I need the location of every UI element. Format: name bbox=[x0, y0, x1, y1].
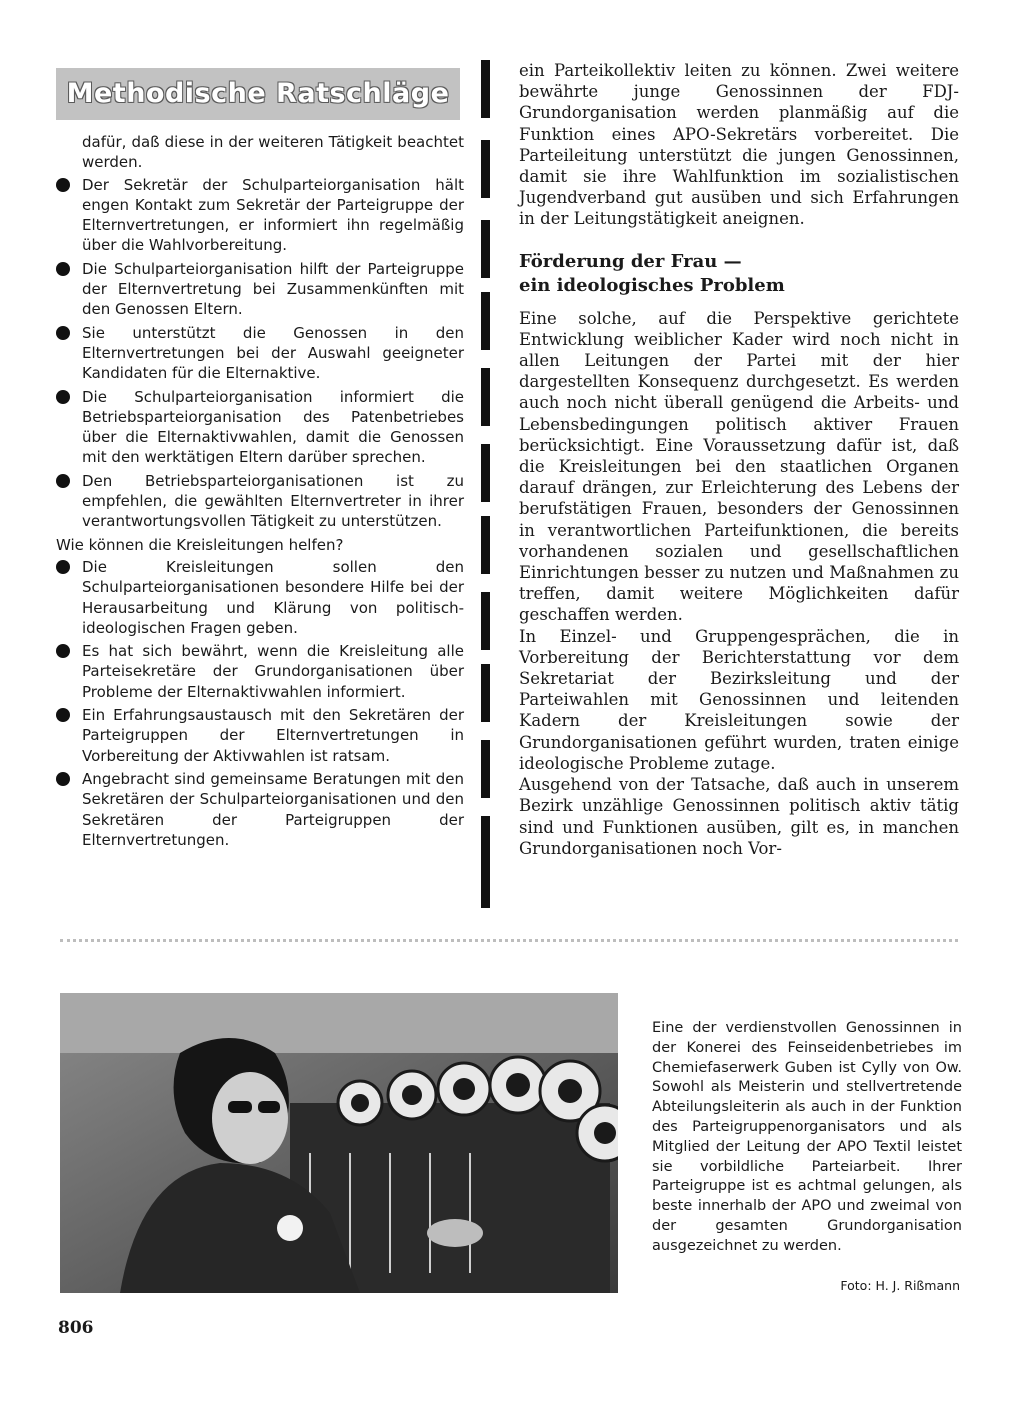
list-item: Angebracht sind gemeinsame Beratungen mit den Sekretären der Schulparteiorganisationen und den Sekretären der Parteigruppen der Elternvertretungen. bbox=[56, 769, 464, 850]
list-item: Ein Erfahrungsaustausch mit den Sekretären der Parteigruppen der Elternvertretungen in Vorbereitung der Aktivwahlen ist ratsam. bbox=[56, 705, 464, 766]
photo-caption: Eine der verdienstvollen Genossinnen in der Konerei des Feinseidenbetriebes im Chemiefaserwerk Guben ist Cylly von Ow. Sowohl als Meisterin und stellvertretende Abteilungsleiterin als auch in der Funktion des Parteigruppenorganisators und als Mitglied der Leitung der APO Textil leistet sie vorbildliche Parteiarbeit. Ihrer Parteigruppe ist es achtmal gelungen, als beste innerhalb der APO und zweimal von der gesamten Grundorganisation ausgezeichnet zu werden. bbox=[652, 1020, 962, 1254]
left-column bbox=[56, 68, 464, 853]
bullet-dot-icon bbox=[56, 262, 70, 276]
bullet-dot-icon bbox=[56, 326, 70, 340]
paragraph: In Einzel- und Gruppengesprächen, die in Vorbereitung der Berichterstattung vor dem Sekretariat der Bezirksleitung und der Parteiwahlen mit Genossinnen und leitenden Kadern der Kreisleitungen sowie der Grundorganisationen geführt wurden, traten einige ideologische Probleme zutage. bbox=[519, 626, 959, 773]
photo bbox=[60, 993, 618, 1293]
bullet-dot-icon bbox=[56, 644, 70, 658]
list-item: Sie unterstützt die Genossen in den Elternvertretungen bei der Auswahl geeigneter Kandidaten für die Elternaktive. bbox=[56, 323, 464, 384]
bullet-dot-icon bbox=[56, 390, 70, 404]
bullet-dot-icon bbox=[56, 772, 70, 786]
question-text: Wie können die Kreisleitungen helfen? bbox=[56, 535, 344, 554]
list-item: Die Schulparteiorganisation informiert die Betriebsparteiorganisation des Patenbetriebes über die Elternaktivwahlen, damit die Genossen mit den werktätigen Eltern darüber sprechen. bbox=[56, 387, 464, 468]
bullet-dot-icon bbox=[56, 560, 70, 574]
list-item: Den Betriebsparteiorganisationen ist zu empfehlen, die gewählten Elternvertreter in ihrer verantwortungsvollen Tätigkeit zu unterstützen. bbox=[56, 471, 464, 532]
factory-worker-photo bbox=[60, 993, 618, 1293]
page-number: 806 bbox=[58, 1318, 94, 1338]
list-item: Die Kreisleitungen sollen den Schulparteiorganisationen besondere Hilfe bei der Herausarbeitung und Klärung von politisch-ideologischen Fragen geben. bbox=[56, 557, 464, 638]
paragraph: Ausgehend von der Tatsache, daß auch in unserem Bezirk unzählige Genossinnen politisch aktiv tätig sind und Funktionen ausüben, gilt es, in manchen Grundorganisationen noch Vor- bbox=[519, 775, 959, 858]
separator-line bbox=[60, 939, 958, 942]
paragraph: ein Parteikollektiv leiten zu können. Zwei weitere bewährte junge Genossinnen der FDJ-Grundorganisation werden planmäßig auf die Funktion eines APO-Sekretärs vorbereitet. Die Parteileitung unterstützt die jungen Genossinnen, damit sie ihre Wahlfunktion im sozialistischen Jugendverband gut ausüben und sich Erfahrungen in der Leitungstätigkeit aneignen. bbox=[519, 61, 959, 229]
intro-text: dafür, daß diese in der weiteren Tätigkeit beachtet werden. bbox=[82, 133, 464, 172]
bullet-dot-icon bbox=[56, 474, 70, 488]
section-banner bbox=[56, 68, 460, 120]
right-column bbox=[519, 60, 959, 859]
column-divider bbox=[481, 60, 491, 910]
list-item: Der Sekretär der Schulparteiorganisation hält engen Kontakt zum Sekretär der Parteigruppe der Elternvertretungen, er informiert ihn regelmäßig über die Wahlvorbereitung. bbox=[56, 175, 464, 256]
banner-title: Methodische Ratschläge bbox=[66, 77, 450, 109]
photo-credit: Foto: H. J. Rißmann bbox=[840, 1278, 960, 1293]
list-item: Die Schulparteiorganisation hilft der Parteigruppe der Elternvertretung bei Zusammenkünften mit den Genossen Eltern. bbox=[56, 259, 464, 320]
bullet-dot-icon bbox=[56, 708, 70, 722]
bullet-dot-icon bbox=[56, 178, 70, 192]
list-item: Es hat sich bewährt, wenn die Kreisleitung alle Parteisekretäre der Grundorganisationen über Probleme der Elternaktivwahlen informiert. bbox=[56, 641, 464, 702]
paragraph: Eine solche, auf die Perspektive gerichtete Entwicklung weiblicher Kader wird noch nicht in allen Leitungen der Partei mit der hier dargestellten Konsequenz durchgesetzt. Es werden auch noch nicht überall genügend die Arbeits- und Lebensbedingungen politisch aktiver Frauen berücksichtigt. Eine Voraussetzung dafür ist, daß die Kreisleitungen bei den staatlichen Organen darauf drängen, zur Erleichterung des Lebens der berufstätigen Frauen, besonders der Genossinnen in verantwortlichen Parteifunktionen, die bereits vorhandenen sozialen und gesellschaftlichen Einrichtungen besser zu nutzen und Maßnahmen zu treffen, damit weitere Möglichkeiten dafür geschaffen werden. bbox=[519, 308, 959, 625]
section-heading: Förderung der Frau — ein ideologisches Problem bbox=[519, 250, 785, 296]
